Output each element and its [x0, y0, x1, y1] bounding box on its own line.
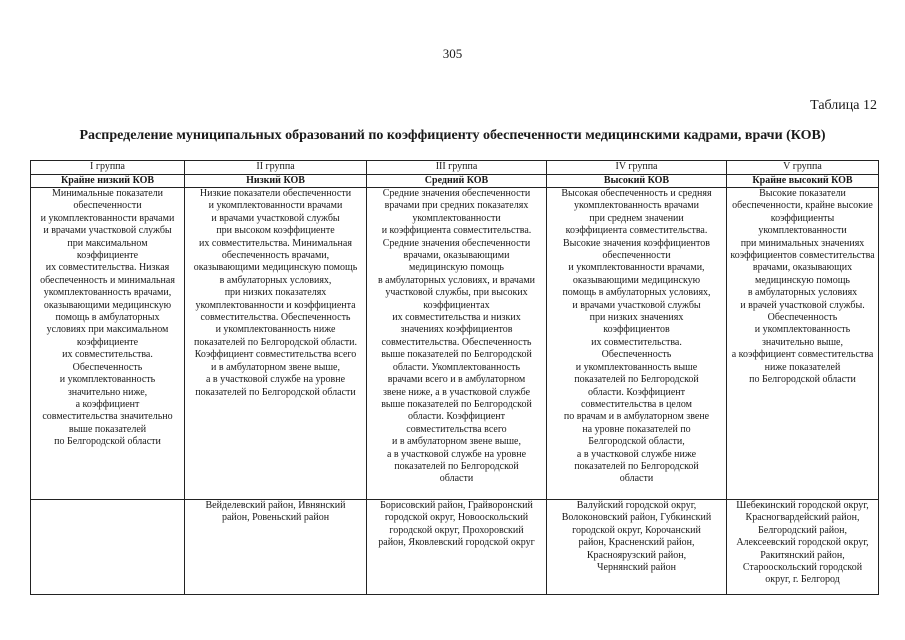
cell-line: и в амбулаторном звене выше, [392, 436, 521, 448]
cell-line: Волоконовский район, Губкинский [561, 512, 712, 524]
cell-line: Обеспеченность [767, 312, 838, 324]
cell-line: укомплектованности [412, 212, 501, 224]
cell-line: Белгородской области, [588, 436, 685, 448]
cell-line: Шебекинский городской округ, [736, 500, 869, 511]
cell-line: и врачами участковой службы [572, 299, 701, 311]
districts-cell [185, 500, 367, 595]
group-header: I группа [31, 161, 185, 175]
cell-line: оказывающими медицинскую помощь [193, 262, 358, 274]
cell-line: показателей по Белгородской [574, 374, 699, 386]
distribution-table [30, 160, 879, 595]
cell-line: городской округ, Новооскольский [384, 512, 529, 524]
description-cell [31, 188, 185, 500]
cell-line: обеспеченности, крайне высокие [732, 200, 873, 212]
cell-line: и укомплектованность выше [575, 361, 698, 373]
page-number: 305 [442, 46, 463, 61]
cell-line: коэффициентов совместительства [730, 250, 875, 262]
cell-line: совместительства. Обеспеченность [381, 336, 532, 348]
cell-line: городской округ, Корочанский [572, 524, 701, 536]
level-header: Низкий КОВ [185, 175, 367, 188]
cell-line: совместительства в целом [580, 398, 692, 410]
cell-line: оказывающими медицинскую [572, 274, 701, 286]
cell-line: Средние значения обеспеченности [382, 237, 531, 249]
cell-line: врачами всего и в амбулаторном [387, 374, 526, 386]
cell-line: значительно выше, [761, 336, 843, 348]
level-header: Средний КОВ [367, 175, 547, 188]
cell-line: и врачами участковой службы [211, 212, 340, 224]
cell-line: помощь в амбулаторных условиях, [562, 287, 711, 299]
cell-line: а в участковой службе ниже [576, 448, 697, 460]
cell-line: укомплектованность врачами [574, 200, 699, 212]
cell-line: медицинскую помощь [754, 274, 850, 286]
cell-line: и врачами участковой службы [43, 225, 172, 237]
cell-line: области [619, 473, 654, 485]
cell-line: выше показателей по Белгородской [381, 349, 532, 361]
cell-line: по врачам и в амбулаторном звене [563, 411, 710, 423]
cell-line: при высоком коэффициенте [216, 225, 335, 237]
cell-line: а коэффициент совместительства [731, 349, 874, 361]
cell-line: Борисовский район, Грайворонский [380, 500, 533, 511]
level-header: Крайне низкий КОВ [31, 175, 185, 188]
cell-line: Ракитянский район, [760, 549, 845, 561]
cell-line: врачами, оказывающими [403, 250, 510, 262]
cell-line: укомплектованности и коэффициента [195, 299, 356, 311]
cell-line: округ, г. Белгород [765, 574, 840, 586]
cell-line: при низких значениях [589, 312, 684, 324]
table-label: Таблица 12 [810, 98, 877, 113]
group-header: III группа [367, 161, 547, 175]
cell-line: Красноярузский район, [586, 549, 687, 561]
cell-line: области. Укомплектованность [392, 361, 521, 373]
cell-line: оказывающими медицинскую [43, 299, 172, 311]
cell-line: Валуйский городской округ, [576, 500, 697, 511]
cell-line: городской округ, Прохоровский [389, 524, 524, 536]
cell-line: совместительства. Обеспеченность [200, 312, 351, 324]
cell-line: врачами, оказывающих [752, 262, 853, 274]
cell-line: Коэффициент совместительства всего [194, 349, 357, 361]
cell-line: а коэффициент [75, 398, 140, 410]
cell-line: и в амбулаторном звене выше, [211, 361, 340, 373]
districts-cell [367, 500, 547, 595]
cell-line: показателей по Белгородской [574, 460, 699, 472]
cell-line: области [439, 473, 474, 485]
districts-cell [31, 500, 185, 595]
cell-line: укомплектованности [758, 225, 847, 237]
cell-line: Красногвардейский район, [745, 512, 860, 524]
cell-line: Старооскольский городской [742, 562, 863, 574]
cell-line: области. Коэффициент [587, 386, 686, 398]
cell-line: на уровне показателей по [582, 423, 691, 435]
cell-line: и укомплектованность [59, 374, 156, 386]
cell-line: медицинскую помощь [408, 262, 504, 274]
cell-line: и врачей участковой службы. [740, 299, 865, 311]
cell-line: ниже показателей [764, 361, 841, 373]
cell-line: и коэффициента совместительства. [381, 225, 532, 237]
cell-line: коэффициентов [603, 324, 670, 336]
cell-line: значительно ниже, [67, 386, 148, 398]
cell-line: в амбулаторных условиях [747, 287, 858, 299]
cell-line: при минимальных значениях [740, 237, 865, 249]
cell-line: район, Яковлевский городской округ [378, 537, 535, 549]
group-header: II группа [185, 161, 367, 175]
cell-line: обеспеченности [602, 250, 671, 262]
cell-line: Высокие значения коэффициентов [563, 237, 710, 249]
cell-line: выше показателей по Белгородской [381, 398, 532, 410]
cell-line: в амбулаторных условиях, [219, 274, 332, 286]
level-header: Крайне высокий КОВ [727, 175, 879, 188]
cell-line: выше показателей [68, 423, 147, 435]
table-title: Распределение муниципальных образований по коэффициенту обеспеченности медицинскими кадрами, врачи (КОВ) [79, 128, 826, 143]
districts-cell [547, 500, 727, 595]
cell-line: Белгородский район, [758, 524, 847, 536]
cell-line: обеспеченность врачами, [221, 250, 330, 262]
cell-line: Обеспеченность [601, 349, 672, 361]
cell-line: и укомплектованности врачами, [568, 262, 705, 274]
cell-line: коэффициента совместительства. [565, 225, 708, 237]
cell-line: укомплектованность врачами, [43, 287, 172, 299]
cell-line: обеспеченности [73, 200, 142, 212]
cell-line: а в участковой службе на уровне [205, 374, 346, 386]
cell-line: при среднем значении [589, 212, 684, 224]
cell-line: совместительства всего [406, 423, 507, 435]
cell-line: Низкие показатели обеспеченности [199, 188, 352, 199]
cell-line: области. Коэффициент [407, 411, 506, 423]
cell-line: показателей по Белгородской области [195, 386, 356, 398]
cell-line: их совместительства и низких [392, 312, 521, 324]
cell-line: и укомплектованность ниже [215, 324, 336, 336]
group-header: V группа [727, 161, 879, 175]
cell-line: обеспеченность и минимальная [40, 274, 175, 286]
group-header: IV группа [547, 161, 727, 175]
cell-line: Средние значения обеспеченности [382, 188, 531, 199]
description-cell [185, 188, 367, 500]
cell-line: коэффициенте [76, 336, 139, 348]
cell-line: совместительства значительно [42, 411, 173, 423]
cell-line: коэффициенты [770, 212, 835, 224]
cell-line: их совместительства. [591, 336, 682, 348]
cell-line: коэффициентах [423, 299, 490, 311]
cell-line: и укомплектованности врачами [40, 212, 175, 224]
cell-line: Минимальные показатели [51, 188, 164, 199]
description-cell [547, 188, 727, 500]
description-cell [367, 188, 547, 500]
cell-line: врачами при средних показателях [384, 200, 529, 212]
cell-line: показателей по Белгородской области. [194, 336, 357, 348]
cell-line: их совместительства. [62, 349, 153, 361]
cell-line: звене ниже, а в участковой службе [382, 386, 531, 398]
group-header-row [31, 161, 879, 175]
level-header: Высокий КОВ [547, 175, 727, 188]
cell-line: значениях коэффициентов [400, 324, 513, 336]
cell-line: Высокие показатели [759, 188, 846, 199]
districts-cell [727, 500, 879, 595]
cell-line: условиях при максимальном [46, 324, 169, 336]
cell-line: и укомплектованность [754, 324, 851, 336]
cell-line: помощь в амбулаторных [55, 312, 160, 324]
cell-line: при низких показателях [224, 287, 327, 299]
cell-line: район, Красненский район, [578, 537, 695, 549]
cell-line: показателей по Белгородской [394, 460, 519, 472]
cell-line: Высокая обеспеченность и средняя [561, 188, 712, 199]
cell-line: их совместительства. Минимальная [199, 237, 352, 249]
cell-line: в амбулаторных условиях, и врачами [377, 274, 536, 286]
cell-line: по Белгородской области [54, 436, 161, 448]
cell-line: а в участковой службе на уровне [386, 448, 527, 460]
cell-line: их совместительства. Низкая [45, 262, 170, 274]
cell-line: коэффициенте [76, 250, 139, 262]
cell-line: Алексеевский городской округ, [736, 537, 869, 549]
level-header-row [31, 175, 879, 188]
cell-line: по Белгородской области [749, 374, 856, 386]
cell-line: Обеспеченность [72, 361, 143, 373]
description-cell [727, 188, 879, 500]
districts-row [31, 500, 879, 595]
cell-line: участковой службы, при высоких [385, 287, 528, 299]
cell-line: и укомплектованности врачами [208, 200, 343, 212]
cell-line: Вейделевский район, Ивнянский [205, 500, 346, 511]
cell-line: Чернянский район [597, 562, 676, 574]
cell-line: при максимальном [67, 237, 148, 249]
description-row [31, 188, 879, 500]
cell-line: район, Ровеньский район [221, 512, 330, 524]
